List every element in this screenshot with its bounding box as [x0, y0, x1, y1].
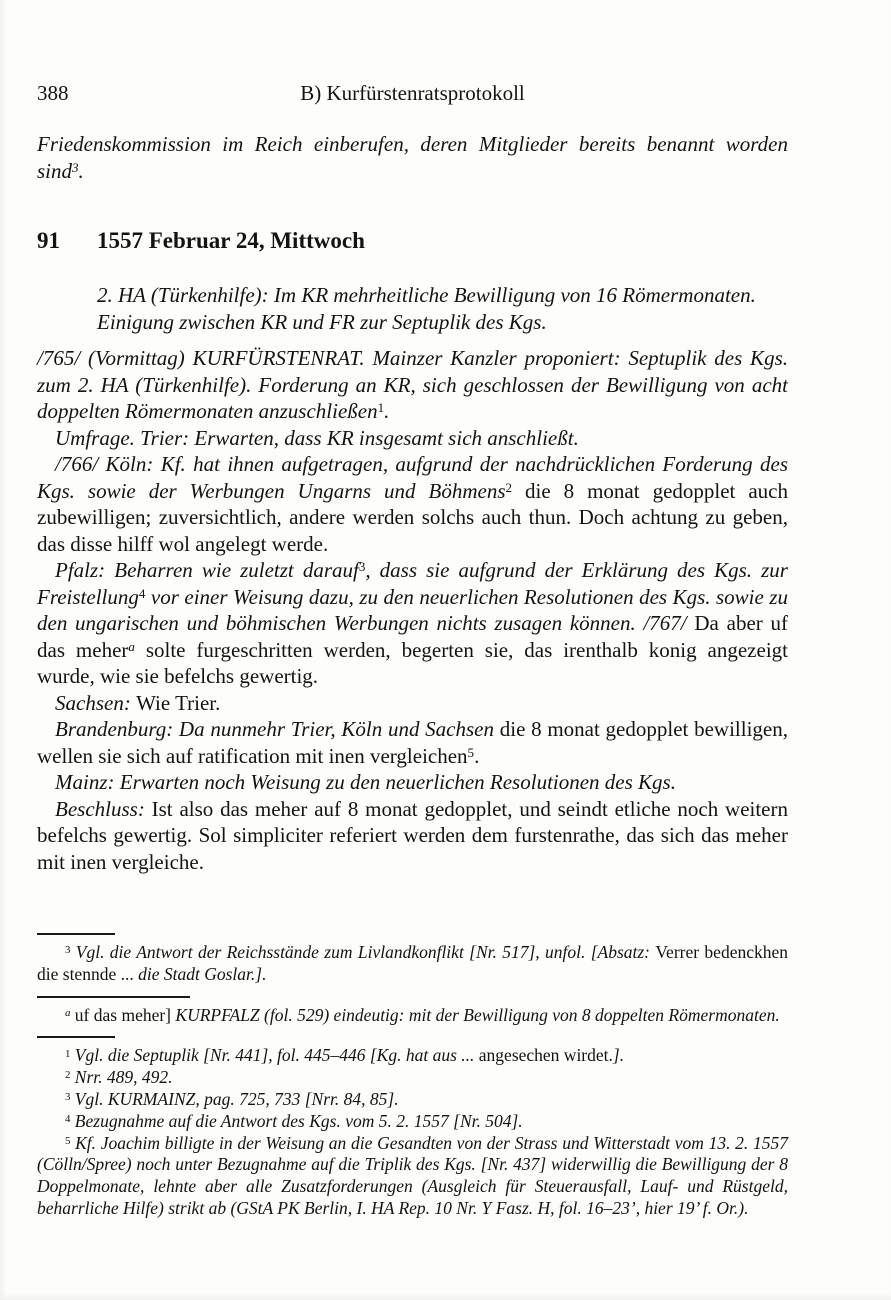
entry-summary-line: Einigung zwischen KR und FR zur Septuplik des Kgs.: [97, 309, 547, 334]
entry-number: 91: [37, 228, 60, 253]
entry-summary: [97, 282, 788, 335]
footnote-rule: [37, 996, 190, 998]
page-number: 388: [37, 81, 69, 105]
running-head: B) Kurfürstenratsprotokoll: [300, 81, 525, 105]
footnote-entry: $^3$ Vgl. KURMAINZ, pag. 725, 733 [Nrr. 84, 85].: [65, 1088, 399, 1109]
body-paragraph: /765/ (Vormittag) KURFÜRSTENRAT. Mainzer Kanzler proponiert: Septuplik des Kgs. zum 2. HA (Türkenhilfe). Forderung an KR, sich geschlossen der Bewilligung von acht doppelten Römermonaten anzuschließen$^1$.: [37, 346, 788, 423]
entry-summary-line: 2. HA (Türkenhilfe): Im KR mehrheitliche Bewilligung von 16 Römermonaten.: [97, 283, 756, 307]
body-paragraph: Beschluss: Ist also das meher auf 8 monat gedopplet, und seindt etliche noch weitern befelchs gewertig. Sol simpliciter referiert werden dem furstenrathe, das sich das meher mit inen vergleiche.: [37, 796, 788, 874]
body-paragraph: Umfrage. Trier: Erwarten, dass KR insgesamt sich anschließt.: [55, 425, 579, 450]
body-paragraph: Mainz: Erwarten noch Weisung zu den neuerlichen Resolutionen des Kgs.: [55, 770, 676, 794]
footnote-block-apparatus: [37, 996, 788, 1027]
entry-date-title: 1557 Februar 24, Mittwoch: [97, 228, 365, 253]
page-header: [37, 80, 788, 107]
footnote-entry: $^a$ uf das meher] KURPFALZ (fol. 529) eindeutig: mit der Bewilligung von 8 doppelten Römermonaten.: [65, 1004, 780, 1025]
footnote-block-numbered: [37, 1036, 788, 1219]
body-paragraph: Pfalz: Beharren wie zuletzt darauf$^3$, dass sie aufgrund der Erklärung des Kgs. zur Freistellung$^4$ vor einer Weisung dazu, zu den neuerlichen Resolutionen des Kgs. sowie zu den ungarischen und böhmischen Werbungen nichts zusagen können. /767/ Da aber uf das meher$^a$ solte furgeschritten werden, begerten sie, das irenthalb konig angezeigt wurde, wie sie befelchs gewertig.: [37, 558, 788, 688]
footnote-entry: $^3$ Vgl. die Antwort der Reichsstände zum Livlandkonflikt [Nr. 517], unfol. [Absatz: Verrer bedenckhen die stennde ... die Stadt Goslar.].: [37, 942, 788, 984]
footnote-rule: [37, 933, 115, 935]
footnote-entry: $^2$ Nrr. 489, 492.: [65, 1067, 173, 1088]
footnote-zone: [37, 933, 788, 1220]
carryover-paragraph: Friedenskommission im Reich einberufen, deren Mitglieder bereits benannt worden sind$^3$.: [37, 132, 788, 183]
footnote-entry: $^4$ Bezugnahme auf die Antwort des Kgs. vom 5. 2. 1557 [Nr. 504].: [65, 1110, 523, 1131]
footnote-block-carryover: [37, 933, 788, 986]
protocol-body: [37, 345, 788, 875]
body-paragraph: /766/ Köln: Kf. hat ihnen aufgetragen, aufgrund der nachdrücklichen Forderung des Kgs. sowie der Werbungen Ungarns und Böhmens$^2$ die 8 monat gedopplet auch zubewilligen; zuversichtlich, andere werden solchs auch thun. Doch achtung zu geben, das disse hilff wol angelegt werde.: [37, 452, 788, 556]
footnote-entry: $^5$ Kf. Joachim billigte in der Weisung an die Gesandten von der Strass und Witterstadt vom 13. 2. 1557 (Cölln/Spree) noch unter Bezugnahme auf die Triplik des Kgs. [Nr. 437] widerwillig die Bewilligung der 8 Doppelmonate, lehnte aber alle Zusatzforderungen (Ausgleich für Steuerausfall, Lauf- und Rüstgeld, beharrliche Hilfe) strikt ab (GStA PK Berlin, I. HA Rep. 10 Nr. Y Fasz. H, fol. 16–23’, hier 19’ f. Or.).: [37, 1132, 788, 1218]
footnote-entry: $^1$ Vgl. die Septuplik [Nr. 441], fol. 445–446 [Kg. hat aus ... angesechen wirdet.].: [65, 1045, 625, 1066]
footnote-rule: [37, 1036, 115, 1038]
body-paragraph: Brandenburg: Da nunmehr Trier, Köln und Sachsen die 8 monat gedopplet bewilligen, wellen sie sich auf ratification mit inen vergleichen$^5$.: [37, 717, 788, 768]
body-paragraph: Sachsen: Wie Trier.: [55, 690, 221, 715]
entry-heading: [37, 226, 788, 256]
